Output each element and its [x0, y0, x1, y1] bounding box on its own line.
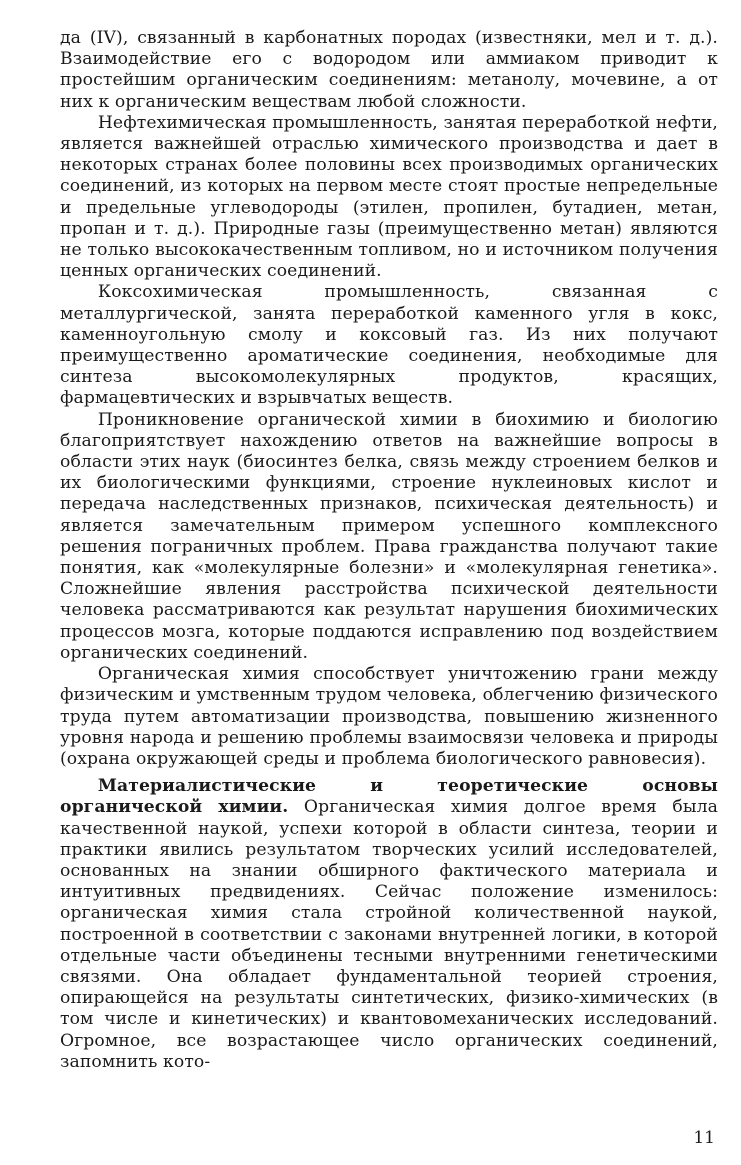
- paragraph-2: Нефтехимическая промышленность, занятая переработкой нефти, является важнейшей отраслью химического производства и дает в некоторых странах более половины всех производимых органических соединений, из которых на первом месте стоят простые непредельные и предельные углеводороды (этилен, пропилен, бутадиен, метан, пропан и т. д.). Природные газы (преимущественно метан) являются не только высококачественным топливом, но и источником получения ценных органических соединений.: [60, 112, 718, 282]
- section-text: Органическая химия долгое время была качественной наукой, успехи которой в области синтеза, теории и практики явились результатом творческих усилий исследователей, основанных на знании обширного фактического материала и интуитивных предвидениях. Сейчас положение изменилось: органическая химия стала стройной количественной наукой, построенной в соответствии с законами внутренней логики, в которой отдельные части объединены тесными внутренними генетическими связями. Она обладает фундаментальной теорией строения, опирающейся на результаты синтетических, физико-химических (в том числе и кинетических) и квантовомеханических исследований. Огромное, все возрастающее число органических соединений, запомнить кото-: [60, 797, 718, 1072]
- paragraph-3: Коксохимическая промышленность, связанная с металлургической, занята переработкой каменного угля в кокс, каменноугольную смолу и коксовый газ. Из них получают преимущественно ароматические соединения, необходимые для синтеза высокомолекулярных продуктов, красящих, фармацевтических и взрывчатых веществ.: [60, 282, 718, 409]
- paragraph-4: Проникновение органической химии в биохимию и биологию благоприятствует нахождению ответов на важнейшие вопросы в области этих наук (биосинтез белка, связь между строением белков и их биологическими функциями, строение нуклеиновых кислот и передача наследственных признаков, психическая деятельность) и является замечательным примером успешного комплексного решения пограничных проблем. Права гражданства получают такие понятия, как «молекулярные болезни» и «молекулярная генетика». Сложнейшие явления расстройства психической деятельности человека рассматриваются как результат нарушения биохимических процессов мозга, которые поддаются исправлению под воздействием органических соединений.: [60, 409, 718, 663]
- section-paragraph: [60, 776, 718, 1073]
- paragraph-5: Органическая химия способствует уничтожению грани между физическим и умственным трудом человека, облегчению физического труда путем автоматизации производства, повышению жизненного уровня народа и решению проблемы взаимосвязи человека и природы (охрана окружающей среды и проблема биологического равновесия).: [60, 664, 718, 769]
- page-body: [60, 28, 718, 1073]
- section-heading: Материалистические и теоретические основы органической химии.: [60, 776, 718, 818]
- page-number: 11: [693, 1128, 715, 1148]
- paragraph-1: да (IV), связанный в карбонатных породах (известняки, мел и т. д.). Взаимодействие его с водородом или аммиаком приводит к простейшим органическим соединениям: метанолу, мочевине, а от них к органическим веществам любой сложности.: [60, 28, 718, 112]
